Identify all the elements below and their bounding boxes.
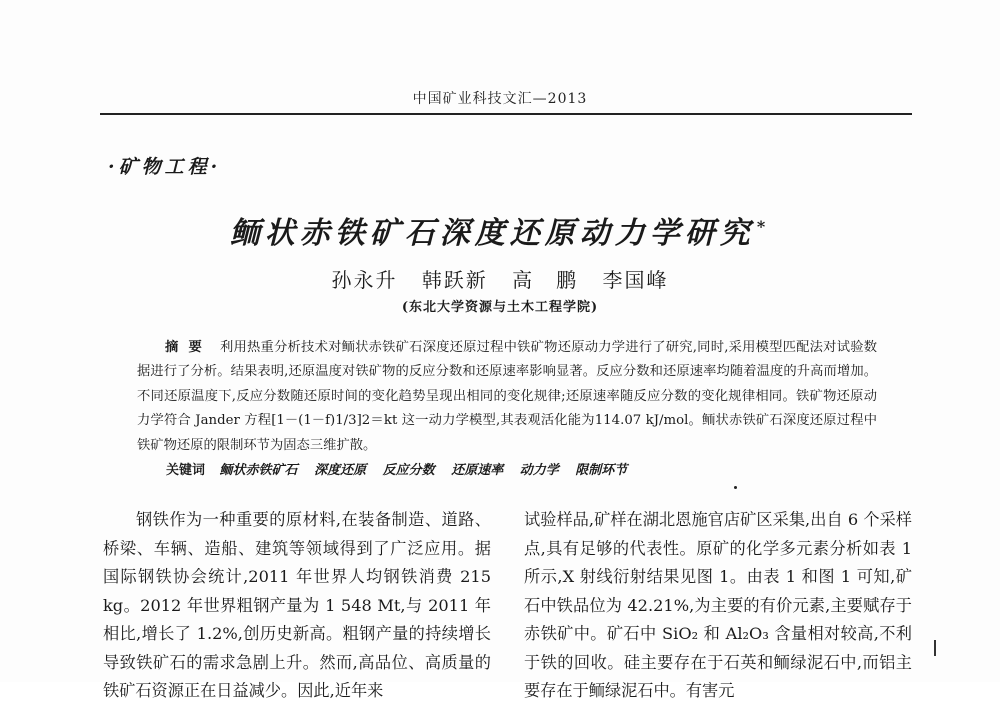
- title-footnote-mark: *: [756, 217, 771, 236]
- header-rule: [100, 113, 912, 115]
- running-header: 中国矿业科技文汇—2013: [412, 91, 588, 107]
- author: 高 鹏: [512, 268, 579, 292]
- abstract-text: 利用热重分析技术对鲕状赤铁矿石深度还原过程中铁矿物还原动力学进行了研究,同时,采用模型匹配法对试验数据进行了分析。结果表明,还原温度对铁矿物的反应分数和还原速率影响显著。反应分数和还原速率均随着温度的升高而增加。不同还原温度下,反应分数随还原时间的变化趋势呈现出相同的变化规律;还原速率随反应分数的变化规律相同。铁矿物还原动力学符合 Jander 方程[1－(1－f)1/3]2＝kt 这一动力学模型,其表观活化能为114.07 kJ/mol。鲕状赤铁矿石深度还原过程中铁矿物还原的限制环节为固态三维扩散。: [137, 340, 878, 453]
- keyword: 反应分数: [382, 463, 435, 478]
- abstract: [137, 336, 877, 458]
- author: 孙永升: [331, 268, 398, 292]
- body-column-left: [103, 506, 491, 706]
- keywords: [166, 459, 639, 478]
- keyword: 鲕状赤铁矿石: [219, 463, 298, 478]
- keyword: 动力学: [519, 463, 559, 478]
- paper-title-block: [0, 208, 1000, 252]
- keywords-label: 关键词: [166, 463, 206, 478]
- abstract-label: 摘要: [165, 340, 213, 355]
- affiliation: (东北大学资源与土木工程学院): [401, 300, 599, 315]
- section-label: ·矿物工程·: [108, 156, 222, 178]
- body-column-right: [524, 506, 912, 706]
- author: 韩跃新: [421, 268, 488, 292]
- scan-edge-mark: [934, 640, 936, 656]
- body-paragraph: 试验样品,矿样在湖北恩施官店矿区采集,出自 6 个采样点,具有足够的代表性。原矿的化学多元素分析如表 1 所示,X 射线衍射结果见图 1。由表 1 和图 1 可知,矿石中铁品位为 42.21%,为主要的有价元素,主要赋存于赤铁矿中。矿石中 SiO₂ 和 Al₂O₃ 含量相对较高,不利于铁的回收。硅主要存在于石英和鲕绿泥石中,而铝主要存在于鲕绿泥石中。有害元: [524, 510, 912, 700]
- body-paragraph: 钢铁作为一种重要的原材料,在装备制造、道路、桥梁、车辆、造船、建筑等领域得到了广泛应用。据国际钢铁协会统计,2011 年世界人均钢铁消费 215 kg。2012 年世界粗钢产量为 1 548 Mt,与 2011 年相比,增长了 1.2%,创历史新高。粗钢产量的持续增长导致铁矿石的需求急剧上升。然而,高品位、高质量的铁矿石资源正在日益减少。因此,近年来: [103, 510, 491, 700]
- keyword: 限制环节: [575, 463, 628, 478]
- author: 李国峰: [602, 268, 669, 292]
- keyword: 深度还原: [314, 463, 367, 478]
- author-list: [0, 264, 1000, 293]
- keyword: 还原速率: [451, 463, 504, 478]
- paper-title: 鲕状赤铁矿石深度还原动力学研究: [229, 216, 755, 251]
- stray-dot: [734, 486, 737, 489]
